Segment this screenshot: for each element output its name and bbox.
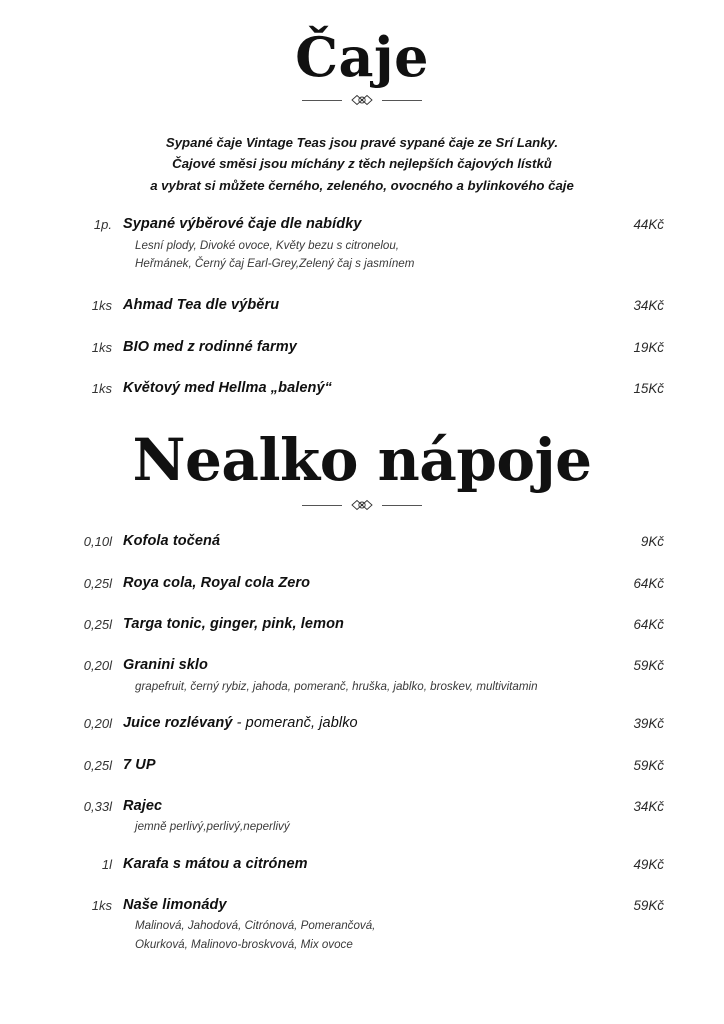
spacer — [60, 644, 664, 657]
tea-menu-list — [60, 216, 664, 397]
item-body — [112, 339, 602, 356]
item-description-line: Heřmánek, Černý čaj Earl-Grey,Zelený čaj s jasmínem — [135, 256, 415, 270]
item-price: 15Kč — [633, 380, 664, 396]
item-quantity: 0,25l — [83, 617, 112, 633]
tea-intro-line-2: Čajové směsi jsou míchány z těch nejlepších čajových lístků — [172, 156, 552, 172]
tea-intro-line-3: a vybrat si můžete černého, zeleného, ovocného a bylinkového čaje — [150, 177, 574, 193]
menu-item — [60, 339, 664, 356]
menu-item — [60, 798, 664, 837]
item-description-line: jemně perlivý,perlivý,neperlivý — [135, 820, 290, 834]
item-description-line: grapefruit, černý rybiz, jahoda, pomeranč, hruška, jablko, broskev, multivitamin — [135, 679, 538, 693]
item-quantity: 1ks — [91, 339, 112, 355]
item-name: Naše limonády — [123, 897, 227, 914]
item-quantity: 0,25l — [83, 575, 112, 591]
item-description — [123, 818, 602, 836]
menu-item — [60, 616, 664, 633]
menu-item — [60, 715, 664, 732]
item-price: 44Kč — [633, 217, 664, 233]
item-body — [112, 616, 602, 633]
item-quantity: 1ks — [91, 298, 112, 314]
spacer — [60, 848, 664, 856]
item-quantity: 1ks — [91, 898, 112, 914]
spacer — [60, 884, 664, 897]
item-body — [112, 297, 602, 314]
item-name: BIO med z rodinné farmy — [123, 338, 297, 355]
item-price: 49Kč — [633, 856, 664, 872]
ornament-rule-left — [302, 100, 342, 101]
tea-intro-line-1: Sypané čaje Vintage Teas jsou pravé sypané čaje ze Srí Lanky. — [165, 135, 559, 150]
menu-item — [60, 380, 664, 397]
item-description-line: Malinová, Jahodová, Citrónová, Pomerančová, — [135, 919, 376, 933]
item-price: 34Kč — [633, 298, 664, 314]
item-description-line: Lesní plody, Divoké ovoce, Květy bezu s citronelou, — [135, 238, 400, 252]
item-name — [123, 715, 602, 732]
item-price: 9Kč — [640, 534, 664, 550]
item-body — [112, 715, 602, 732]
item-name: Květový med Hellma „balený“ — [123, 379, 332, 396]
item-name: Karafa s mátou a citrónem — [123, 855, 308, 872]
tea-intro-paragraph — [60, 132, 664, 196]
menu-item — [60, 657, 664, 696]
section-header-tea — [60, 0, 664, 106]
item-quantity: 0,25l — [83, 757, 112, 773]
spacer — [60, 326, 664, 339]
menu-item — [60, 297, 664, 314]
item-price: 34Kč — [633, 798, 664, 814]
section-header-drinks — [60, 423, 664, 511]
item-body — [112, 757, 602, 774]
item-description — [123, 237, 602, 274]
item-body — [112, 533, 602, 550]
menu-item — [60, 897, 664, 954]
spacer — [60, 562, 664, 575]
spacer — [60, 707, 664, 715]
item-quantity: 0,33l — [83, 798, 112, 814]
item-name: Sypané výběrové čaje dle nabídky — [123, 216, 362, 233]
item-name: Granini sklo — [123, 657, 208, 674]
item-price: 59Kč — [633, 757, 664, 773]
item-quantity: 1ks — [91, 380, 112, 396]
menu-item — [60, 757, 664, 774]
item-price: 59Kč — [633, 898, 664, 914]
item-name: Ahmad Tea dle výběru — [123, 297, 280, 314]
item-name-main: Juice rozlévaný — [123, 715, 233, 732]
item-quantity: 0,20l — [83, 658, 112, 674]
spacer — [60, 603, 664, 616]
item-name: Kofola točená — [123, 533, 221, 550]
spacer — [60, 785, 664, 798]
diamond-eye-ornament — [60, 94, 664, 106]
item-name: Roya cola, Royal cola Zero — [123, 574, 311, 591]
menu-item — [60, 856, 664, 873]
item-price: 64Kč — [633, 575, 664, 591]
item-price: 59Kč — [633, 658, 664, 674]
page-title-drinks: Nealko nápoje — [132, 426, 592, 495]
item-description — [123, 678, 602, 696]
item-name-suffix: - pomeranč, jablko — [232, 715, 358, 732]
item-body — [112, 216, 602, 273]
ornament-eye-icon — [351, 499, 373, 511]
item-body — [112, 575, 602, 592]
spacer — [60, 284, 664, 297]
ornament-rule-right — [382, 505, 422, 506]
menu-item — [60, 533, 664, 550]
spacer — [60, 367, 664, 380]
item-quantity: 0,20l — [83, 716, 112, 732]
item-description — [123, 917, 602, 954]
spacer — [60, 744, 664, 757]
drinks-menu-list — [60, 533, 664, 954]
item-body — [112, 380, 602, 397]
ornament-rule-right — [382, 100, 422, 101]
menu-item — [60, 216, 664, 273]
item-body — [112, 856, 602, 873]
item-price: 19Kč — [633, 339, 664, 355]
ornament-eye-icon — [351, 94, 373, 106]
item-quantity: 1l — [101, 856, 112, 872]
item-name: 7 UP — [123, 756, 156, 773]
page-title-tea: Čaje — [295, 25, 429, 89]
item-name: Rajec — [123, 797, 163, 814]
diamond-eye-ornament — [60, 499, 664, 511]
item-price: 39Kč — [633, 716, 664, 732]
item-name: Targa tonic, ginger, pink, lemon — [123, 616, 344, 633]
item-quantity: 1p. — [93, 217, 112, 233]
item-description-line: Okurková, Malinovo-broskvová, Mix ovoce — [135, 937, 353, 951]
item-quantity: 0,10l — [83, 534, 112, 550]
ornament-rule-left — [302, 505, 342, 506]
item-body — [112, 798, 602, 837]
item-body — [112, 897, 602, 954]
menu-item — [60, 575, 664, 592]
item-body — [112, 657, 602, 696]
item-price: 64Kč — [633, 617, 664, 633]
